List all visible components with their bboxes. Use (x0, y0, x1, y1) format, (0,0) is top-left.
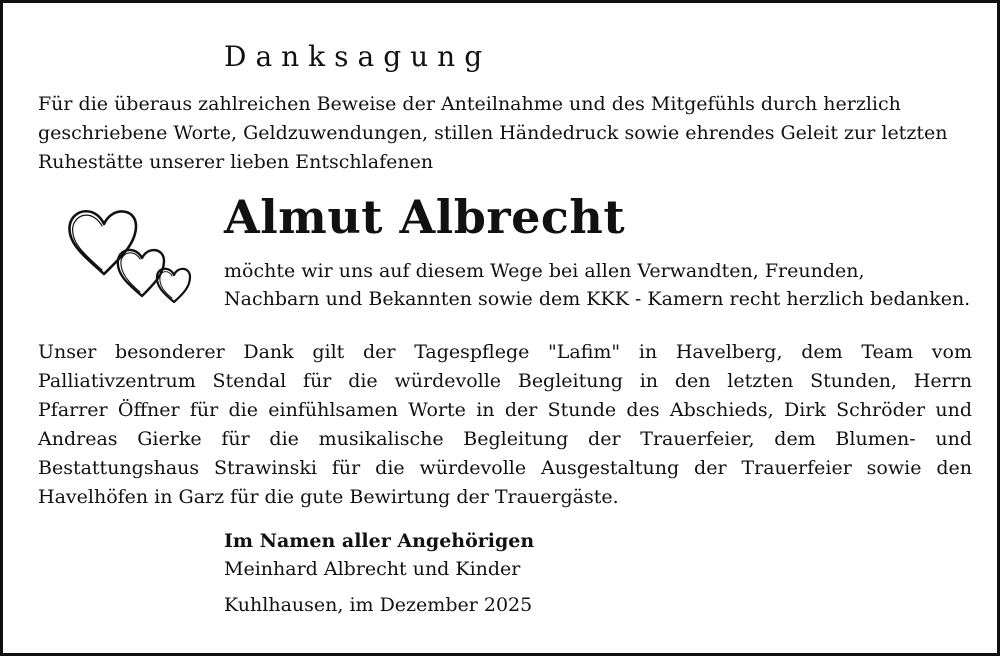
intro-paragraph (38, 90, 968, 177)
intro-line: geschriebene Worte, Geldzuwendungen, stillen Händedruck sowie ehrendes Geleit zur letzten (38, 122, 948, 144)
special-thanks-line: Havelhöfen in Garz für die gute Bewirtung der Trauergäste. (38, 486, 619, 508)
special-thanks-line: Unser besonderer Dank gilt der Tagespflege "Lafim" in Havelberg, dem Team vom (38, 341, 972, 363)
special-thanks-line: Bestattungshaus Strawinski für die würdevolle Ausgestaltung der Trauerfeier sowie den (38, 457, 972, 479)
notice-title: Danksagung (224, 40, 492, 73)
special-thanks-line: Pfarrer Öffner für die einfühlsamen Worte in der Stunde des Abschieds, Dirk Schröder und (38, 399, 972, 421)
special-thanks-line: Palliativzentrum Stendal für die würdevolle Begleitung in den letzten Stunden, Herrn (38, 370, 972, 392)
signature-block (224, 527, 824, 583)
thanks-paragraph (224, 257, 984, 313)
signature-names: Meinhard Albrecht und Kinder (224, 558, 521, 580)
intro-line: Ruhestätte unserer lieben Entschlafenen (38, 151, 434, 173)
special-thanks-line: Andreas Gierke für die musikalische Begleitung der Trauerfeier, dem Blumen- und (38, 428, 972, 450)
signature-heading: Im Namen aller Angehörigen (224, 530, 535, 552)
thanks-line: Nachbarn und Bekannten sowie dem KKK - Kamern recht herzlich bedanken. (224, 288, 971, 310)
thanks-line: möchte wir uns auf diesem Wege bei allen Verwandten, Freunden, (224, 260, 865, 282)
special-thanks-paragraph (38, 338, 972, 512)
three-hearts-icon (64, 204, 196, 304)
place-date: Kuhlhausen, im Dezember 2025 (224, 594, 533, 616)
deceased-name: Almut Albrecht (224, 190, 626, 244)
intro-line: Für die überaus zahlreichen Beweise der Anteilnahme und des Mitgefühls durch herzlich (38, 93, 901, 115)
